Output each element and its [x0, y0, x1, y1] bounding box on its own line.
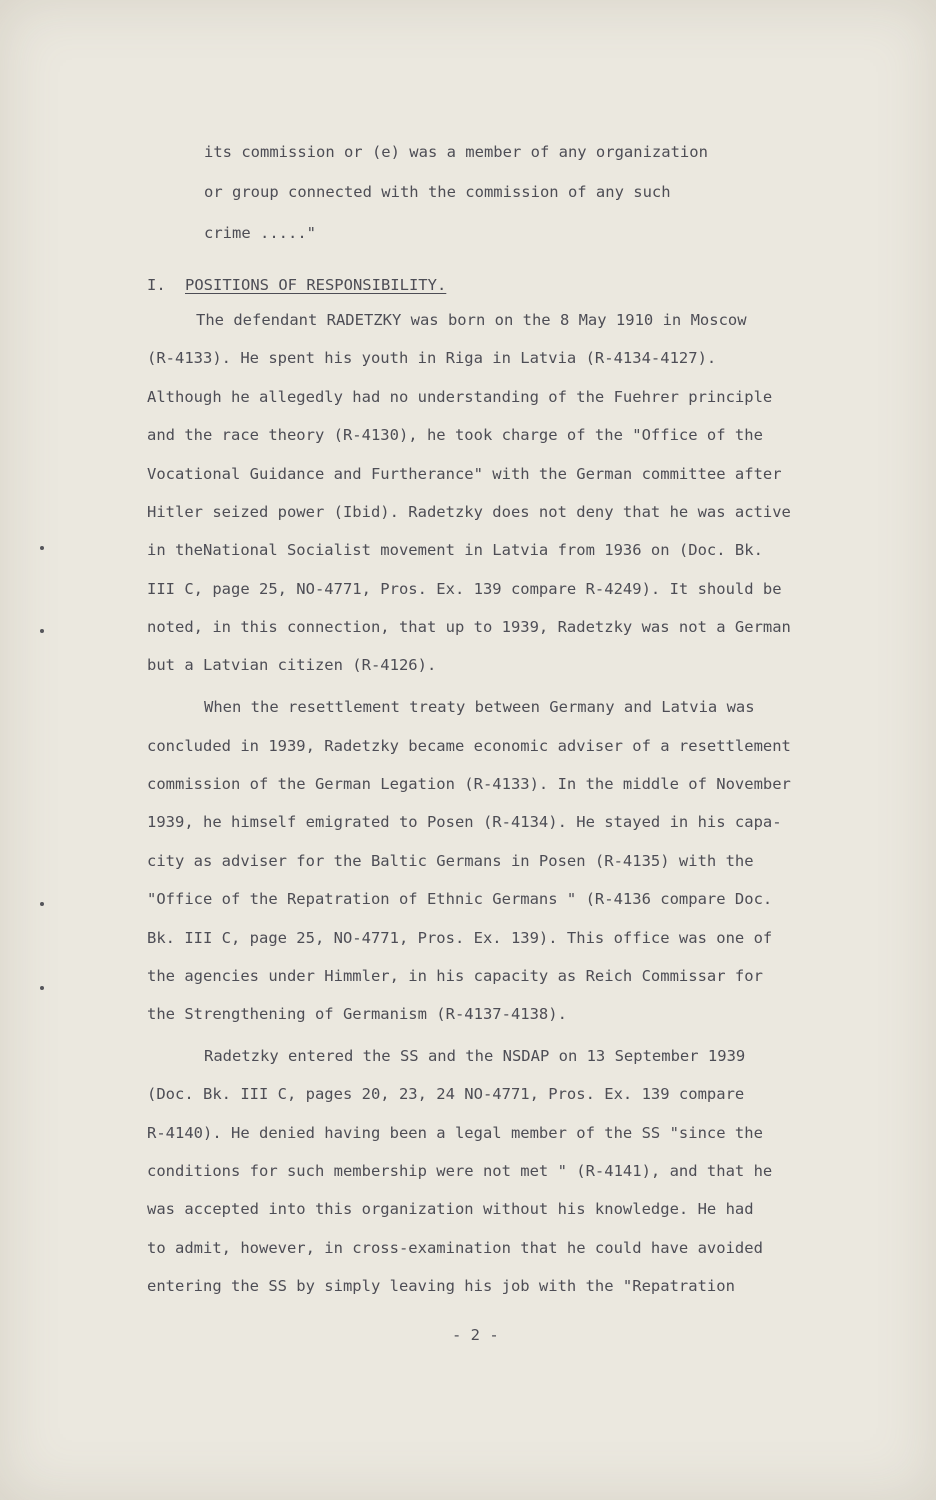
paragraph-line: in theNational Socialist movement in Latvia from 1936 on (Doc. Bk.	[147, 541, 763, 559]
paragraph-line: to admit, however, in cross-examination that he could have avoided	[147, 1239, 763, 1257]
paragraph-line: concluded in 1939, Radetzky became economic adviser of a resettlement	[147, 737, 791, 755]
quote-line: or group connected with the commission of any such	[204, 183, 671, 201]
paragraph-line: noted, in this connection, that up to 1939, Radetzky was not a German	[147, 618, 791, 636]
paragraph-line: was accepted into this organization without his knowledge. He had	[147, 1200, 754, 1218]
paragraph-line: conditions for such membership were not met " (R-4141), and that he	[147, 1162, 773, 1180]
margin-speck	[40, 902, 44, 906]
paragraph-line: R-4140). He denied having been a legal member of the SS "since the	[147, 1124, 763, 1142]
paragraph-line: When the resettlement treaty between Germany and Latvia was	[204, 698, 755, 716]
paragraph-line: entering the SS by simply leaving his job with the "Repatration	[147, 1277, 735, 1295]
paragraph-line: The defendant RADETZKY was born on the 8 May 1910 in Moscow	[196, 311, 747, 329]
section-number: I.	[147, 276, 166, 294]
margin-speck	[40, 629, 44, 633]
paragraph-line: but a Latvian citizen (R-4126).	[147, 656, 437, 674]
paragraph-line: 1939, he himself emigrated to Posen (R-4134). He stayed in his capa-	[147, 813, 782, 831]
paragraph-line: Although he allegedly had no understanding of the Fuehrer principle	[147, 388, 773, 406]
paragraph-line: Hitler seized power (Ibid). Radetzky does not deny that he was active	[147, 503, 791, 521]
paragraph-line: (R-4133). He spent his youth in Riga in Latvia (R-4134-4127).	[147, 349, 717, 367]
paragraph-line: commission of the German Legation (R-4133). In the middle of November	[147, 775, 791, 793]
margin-speck	[40, 546, 44, 550]
paragraph-line: Vocational Guidance and Furtherance" with the German committee after	[147, 465, 782, 483]
margin-speck	[40, 986, 44, 990]
paragraph-line: Bk. III C, page 25, NO-4771, Pros. Ex. 139). This office was one of	[147, 929, 773, 947]
paragraph-line: Radetzky entered the SS and the NSDAP on 13 September 1939	[204, 1047, 746, 1065]
section-title: POSITIONS OF RESPONSIBILITY.	[185, 276, 447, 294]
paragraph-line: the agencies under Himmler, in his capacity as Reich Commissar for	[147, 967, 763, 985]
paragraph-line: the Strengthening of Germanism (R-4137-4138).	[147, 1005, 567, 1023]
paragraph-line: III C, page 25, NO-4771, Pros. Ex. 139 compare R-4249). It should be	[147, 580, 782, 598]
paragraph-line: "Office of the Repatration of Ethnic Germans " (R-4136 compare Doc.	[147, 890, 773, 908]
quote-line: crime ....."	[204, 224, 316, 242]
quote-line: its commission or (e) was a member of any organization	[204, 143, 708, 161]
page-number: - 2 -	[452, 1326, 499, 1344]
paragraph-line: and the race theory (R-4130), he took charge of the "Office of the	[147, 426, 763, 444]
paragraph-line: (Doc. Bk. III C, pages 20, 23, 24 NO-4771, Pros. Ex. 139 compare	[147, 1085, 745, 1103]
paragraph-line: city as adviser for the Baltic Germans in Posen (R-4135) with the	[147, 852, 754, 870]
